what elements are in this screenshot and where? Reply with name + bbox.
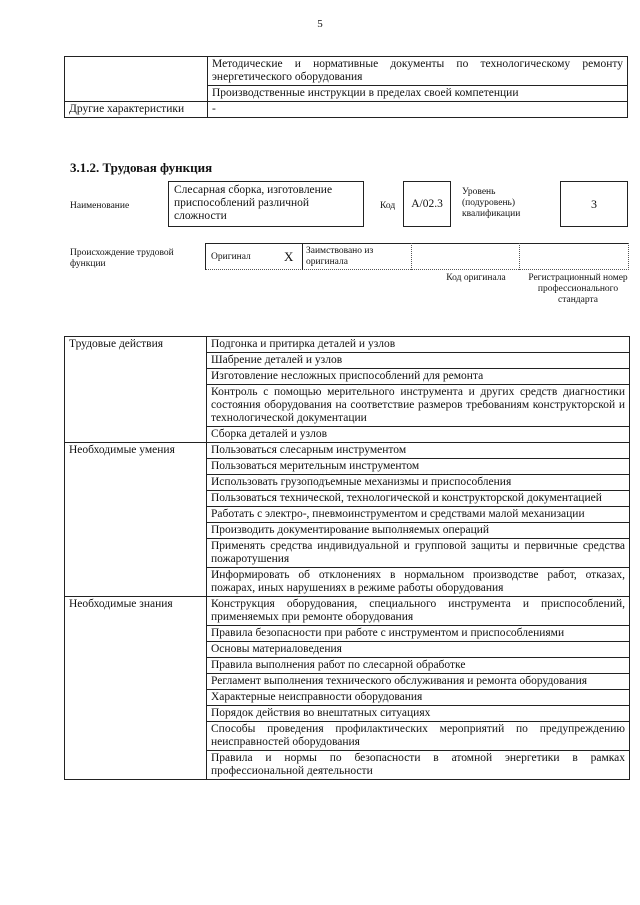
table-cell: Основы материаловедения bbox=[207, 642, 630, 658]
level-value: 3 bbox=[560, 181, 628, 227]
origin-divider bbox=[519, 243, 520, 270]
origin-divider bbox=[411, 243, 412, 270]
table-cell: Правила безопасности при работе с инструментом и приспособлениями bbox=[207, 626, 630, 642]
table-cell: Порядок действия во внештатных ситуациях bbox=[207, 706, 630, 722]
level-label: Уровень (подуровень) квалификации bbox=[462, 187, 521, 219]
code-original-caption: Код оригинала bbox=[446, 273, 506, 283]
table-row bbox=[65, 102, 628, 118]
table-row bbox=[65, 443, 630, 459]
registration-caption: Регистрационный номер профессионального стандарта bbox=[528, 273, 628, 305]
table-cell: Методические и нормативные документы по технологическому ремонту энергетического оборудования bbox=[208, 57, 628, 86]
original-mark: X bbox=[284, 249, 294, 264]
origin-divider bbox=[205, 243, 206, 270]
original-label: Оригинал bbox=[211, 252, 251, 262]
table-cell: Характерные неисправности оборудования bbox=[207, 690, 630, 706]
table-cell: Работать с электро-, пневмоинструментом и средствами малой механизации bbox=[207, 507, 630, 523]
table-cell: Изготовление несложных приспособлений для ремонта bbox=[207, 369, 630, 385]
group-label: Необходимые знания bbox=[65, 597, 207, 780]
table-cell: Конструкция оборудования, специального инструмента и приспособлений, применяемых при ремонте оборудования bbox=[207, 597, 630, 626]
page-number: 5 bbox=[317, 18, 323, 30]
table-cell: Правила и нормы по безопасности в атомной энергетики в рамках профессиональной деятельности bbox=[207, 751, 630, 780]
group-label: Необходимые умения bbox=[65, 443, 207, 597]
table-cell: Пользоваться мерительным инструментом bbox=[207, 459, 630, 475]
section-title: 3.1.2. Трудовая функция bbox=[70, 160, 213, 175]
group-label: Трудовые действия bbox=[65, 337, 207, 443]
table-cell: Использовать грузоподъемные механизмы и приспособления bbox=[207, 475, 630, 491]
group-label bbox=[65, 57, 208, 102]
table-cell: Пользоваться технической, технологической и конструкторской документацией bbox=[207, 491, 630, 507]
code-value: A/02.3 bbox=[403, 181, 451, 227]
labor-function-table bbox=[64, 336, 630, 780]
origin-row bbox=[205, 243, 629, 270]
table-cell: Регламент выполнения технического обслуживания и ремонта оборудования bbox=[207, 674, 630, 690]
table-cell: Контроль с помощью мерительного инструмента и других средств диагностики состояния оборудования на соответствие размеров требованиям конструкторской и технологической документации bbox=[207, 385, 630, 427]
table-cell: Шабрение деталей и узлов bbox=[207, 353, 630, 369]
table-cell: Способы проведения профилактических мероприятий по предупреждению неисправностей оборудования bbox=[207, 722, 630, 751]
table-cell: Применять средства индивидуальной и групповой защиты и первичные средства пожаротушения bbox=[207, 539, 630, 568]
table-row bbox=[65, 597, 630, 626]
name-label: Наименование bbox=[70, 201, 130, 211]
table-cell: Правила выполнения работ по слесарной обработке bbox=[207, 658, 630, 674]
origin-divider bbox=[628, 243, 629, 270]
origin-divider bbox=[302, 243, 303, 270]
table-row bbox=[65, 57, 628, 86]
origin-label: Происхождение трудовой функции bbox=[70, 248, 174, 269]
table-cell: Сборка деталей и узлов bbox=[207, 427, 630, 443]
group-label: Другие характеристики bbox=[65, 102, 208, 118]
table-cell: Производственные инструкции в пределах своей компетенции bbox=[208, 86, 628, 102]
table-cell: Пользоваться слесарным инструментом bbox=[207, 443, 630, 459]
top-table bbox=[64, 56, 628, 118]
table-cell: - bbox=[208, 102, 628, 118]
table-row bbox=[65, 337, 630, 353]
borrowed-label: Заимствовано из оригинала bbox=[306, 246, 374, 267]
name-value: Слесарная сборка, изготовление приспособлений различной сложности bbox=[168, 181, 364, 227]
table-cell: Производить документирование выполняемых операций bbox=[207, 523, 630, 539]
code-label: Код bbox=[380, 201, 396, 211]
table-cell: Подгонка и притирка деталей и узлов bbox=[207, 337, 630, 353]
table-cell: Информировать об отклонениях в нормальном производстве работ, отказах, пожарах, иных нарушениях в режиме работы оборудования bbox=[207, 568, 630, 597]
